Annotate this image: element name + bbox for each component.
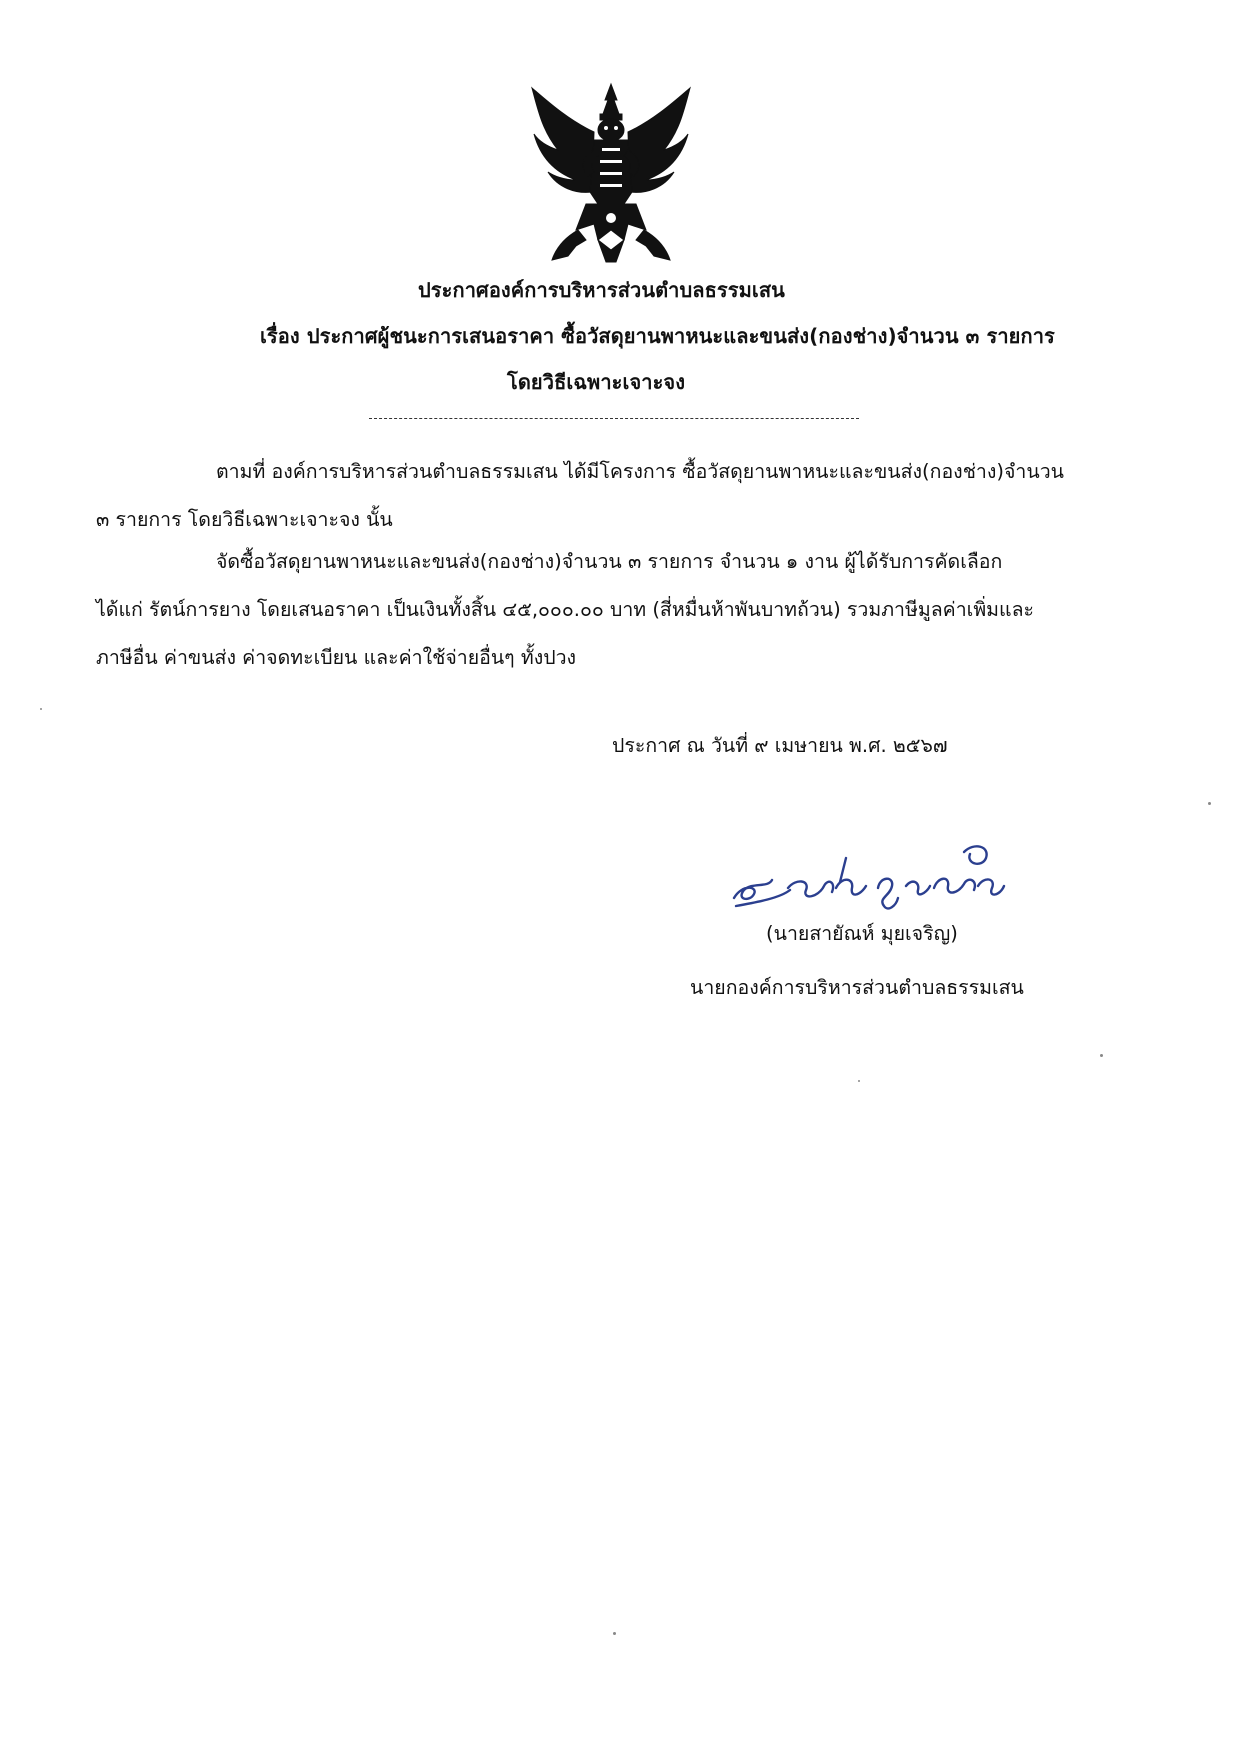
paragraph-2-line-2: ได้แก่ รัตน์การยาง โดยเสนอราคา เป็นเงินทั้งสิ้น ๔๕,๐๐๐.๐๐ บาท (สี่หมื่นห้าพันบาทถ้วน) รวมภาษีมูลค่าเพิ่มและ bbox=[96, 598, 1035, 621]
paragraph-1-line-2: ๓ รายการ โดยวิธีเฉพาะเจาะจง นั้น bbox=[96, 508, 393, 531]
signer-name: (นายสายัณห์ มุยเจริญ) bbox=[766, 922, 958, 945]
announcement-heading: ประกาศองค์การบริหารส่วนตำบลธรรมเสน bbox=[418, 278, 785, 302]
scan-speck bbox=[613, 1632, 616, 1635]
scan-speck bbox=[40, 708, 42, 710]
handwritten-signature bbox=[728, 828, 1010, 918]
paragraph-2-line-1: จัดซื้อวัสดุยานพาหนะและขนส่ง(กองช่าง)จำนวน ๓ รายการ จำนวน ๑ งาน ผู้ได้รับการคัดเลือก bbox=[216, 550, 1003, 573]
announcement-date: ประกาศ ณ วันที่ ๙ เมษายน พ.ศ. ๒๕๖๗ bbox=[612, 734, 948, 757]
announcement-method: โดยวิธีเฉพาะเจาะจง bbox=[507, 370, 686, 394]
divider-line bbox=[369, 418, 859, 419]
scan-speck bbox=[1208, 802, 1211, 805]
announcement-subject: เรื่อง ประกาศผู้ชนะการเสนอราคา ซื้อวัสดุยานพาหนะและขนส่ง(กองช่าง)จำนวน ๓ รายการ bbox=[260, 324, 1055, 348]
scan-speck bbox=[858, 1080, 860, 1082]
signer-title: นายกองค์การบริหารส่วนตำบลธรรมเสน bbox=[690, 976, 1024, 999]
paragraph-1-line-1: ตามที่ องค์การบริหารส่วนตำบลธรรมเสน ได้มีโครงการ ซื้อวัสดุยานพาหนะและขนส่ง(กองช่าง)จำนวน bbox=[216, 460, 1064, 483]
scan-speck bbox=[1100, 1054, 1103, 1057]
paragraph-2-line-3: ภาษีอื่น ค่าขนส่ง ค่าจดทะเบียน และค่าใช้จ่ายอื่นๆ ทั้งปวง bbox=[96, 646, 577, 669]
garuda-emblem-icon bbox=[528, 80, 694, 266]
